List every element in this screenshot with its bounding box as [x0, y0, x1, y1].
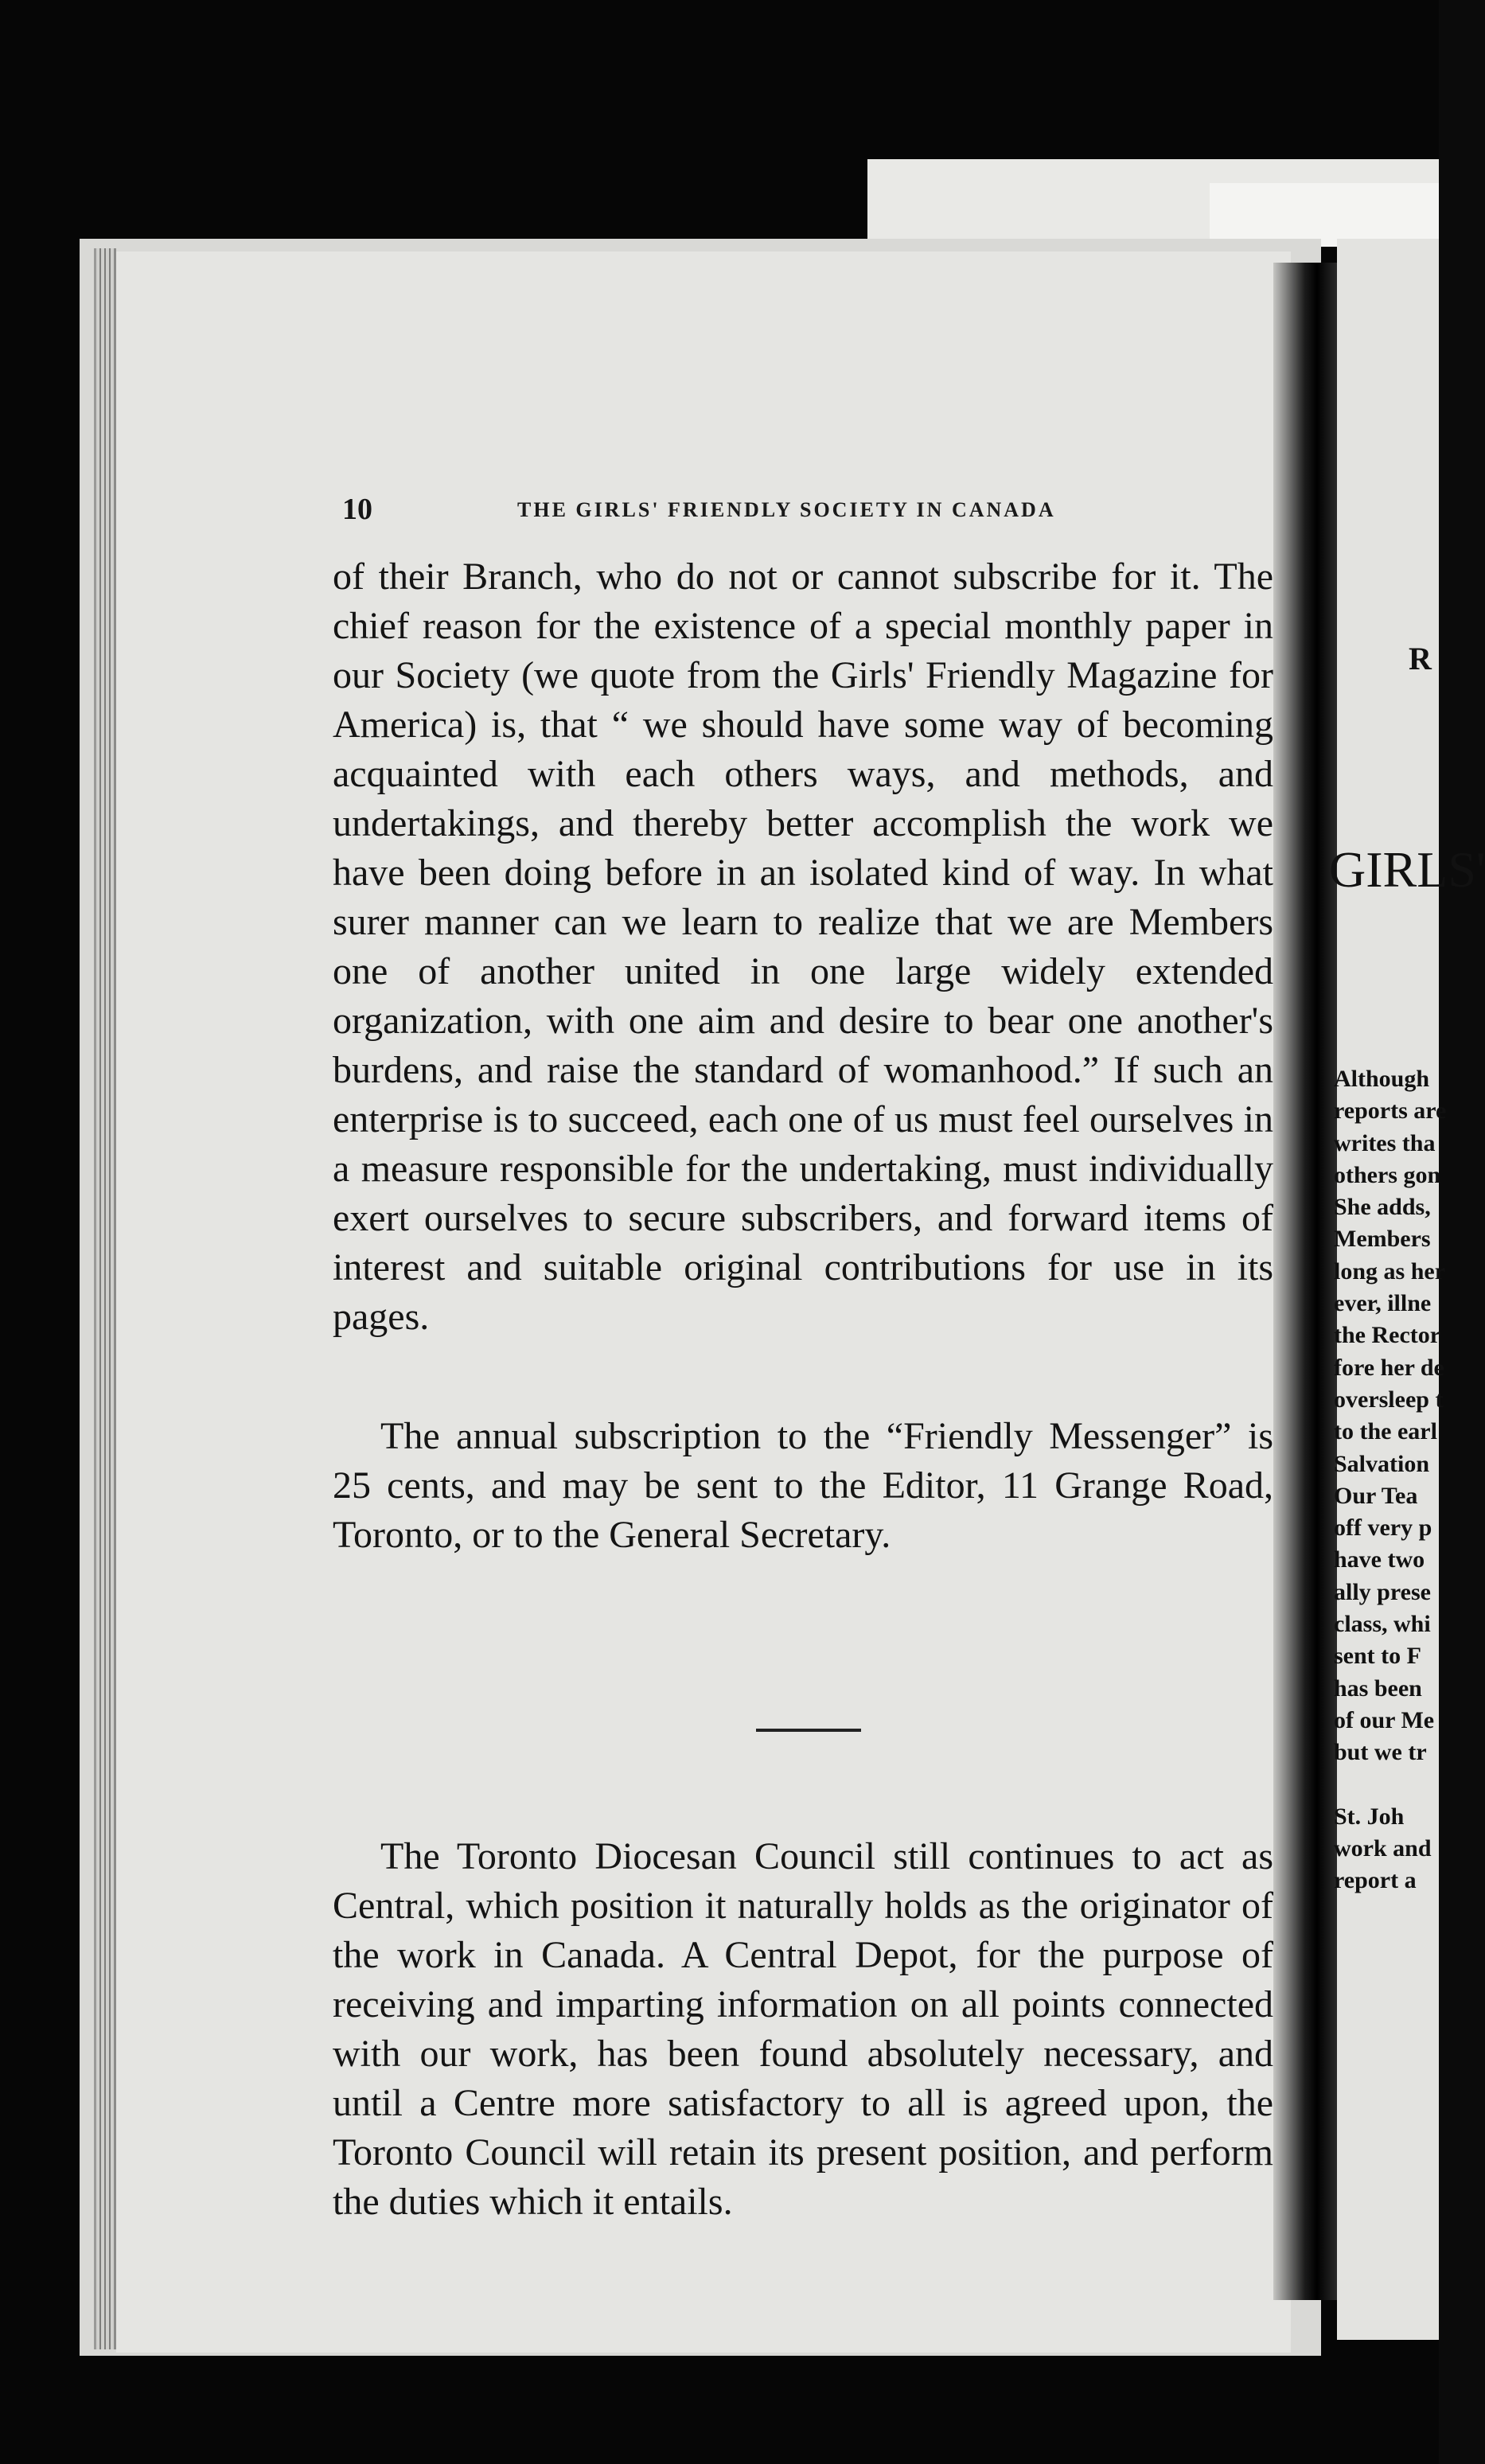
facing-line: sent to F	[1334, 1643, 1421, 1670]
section-divider	[756, 1729, 861, 1732]
page-edges	[94, 248, 116, 2349]
facing-line: off very p	[1334, 1515, 1432, 1542]
paper-scrap	[1210, 183, 1439, 247]
paragraph: The annual subscription to the “Friendly Messenger” is 25 cents, and may be sent to the Editor, 11 Grange Road, Toronto, or to the General Secretary.	[333, 1415, 1273, 1556]
facing-line: ever, illne	[1334, 1290, 1432, 1317]
facing-line: Salvation	[1334, 1450, 1430, 1477]
facing-line: fore her de	[1334, 1354, 1444, 1381]
facing-page	[1329, 239, 1485, 2340]
running-title: THE GIRLS' FRIENDLY SOCIETY IN CANADA	[517, 498, 1056, 521]
facing-line: Although	[1334, 1066, 1430, 1092]
facing-line: oversleep t	[1334, 1386, 1444, 1413]
facing-line: the Rector	[1334, 1322, 1441, 1349]
facing-line: class, whi	[1334, 1611, 1431, 1638]
facing-line: Our Tea	[1334, 1482, 1418, 1509]
facing-line: work and	[1334, 1835, 1432, 1862]
page-number: 10	[342, 493, 372, 526]
facing-line: of our Me	[1334, 1706, 1435, 1733]
paragraph: The Toronto Diocesan Council still continues to act as Central, which position it naturally holds as the originator of the work in Canada. A Central Depot, for the purpose of receiving and imparting information on all points connected with our work, has been found absolutely necessary, and until a Centre more satisfactory to all is agreed upon, the Toronto Council will retain its present position, and perform the duties which it entails.	[333, 1835, 1273, 2223]
facing-line: reports are	[1334, 1097, 1447, 1125]
facing-line: but we tr	[1334, 1739, 1427, 1766]
facing-line: ally prese	[1334, 1578, 1431, 1605]
facing-heading: R	[1409, 641, 1432, 676]
facing-line: Members	[1334, 1226, 1431, 1253]
facing-line: have two	[1334, 1546, 1425, 1573]
facing-line: writes tha	[1334, 1129, 1436, 1156]
facing-line: has been	[1334, 1675, 1422, 1702]
facing-text	[1334, 1063, 1446, 1897]
facing-line: She adds,	[1334, 1194, 1431, 1221]
page-header	[342, 492, 1138, 524]
facing-line: report a	[1334, 1867, 1417, 1894]
facing-line: St. Joh	[1334, 1803, 1405, 1830]
paragraph: of their Branch, who do not or cannot subscribe for it. The chief reason for the existence of a special monthly paper in our Society (we quote from the Girls' Friendly Magazine for America) is, that “ we should have some way of becoming acquainted with each others ways, and methods, and undertakings, and thereby better accomplish the work we have been doing before in an isolated kind of way. In what surer manner can we learn to realize that we are Members one of another united in one large widely extended organization, with one aim and desire to bear one another's burdens, and raise the standard of womanhood.” If such an enterprise is to succeed, each one of us must feel ourselves in a measure responsible for the undertaking, must individually exert ourselves to secure subscribers, and forward items of interest and suitable original contributions for use in its pages.	[333, 556, 1273, 1338]
facing-line: others gon	[1334, 1161, 1441, 1188]
facing-line: long as her	[1334, 1257, 1446, 1285]
facing-line: to the earl	[1334, 1418, 1437, 1445]
facing-line	[1334, 1769, 1446, 1801]
facing-title: GIRLS'	[1329, 841, 1485, 898]
